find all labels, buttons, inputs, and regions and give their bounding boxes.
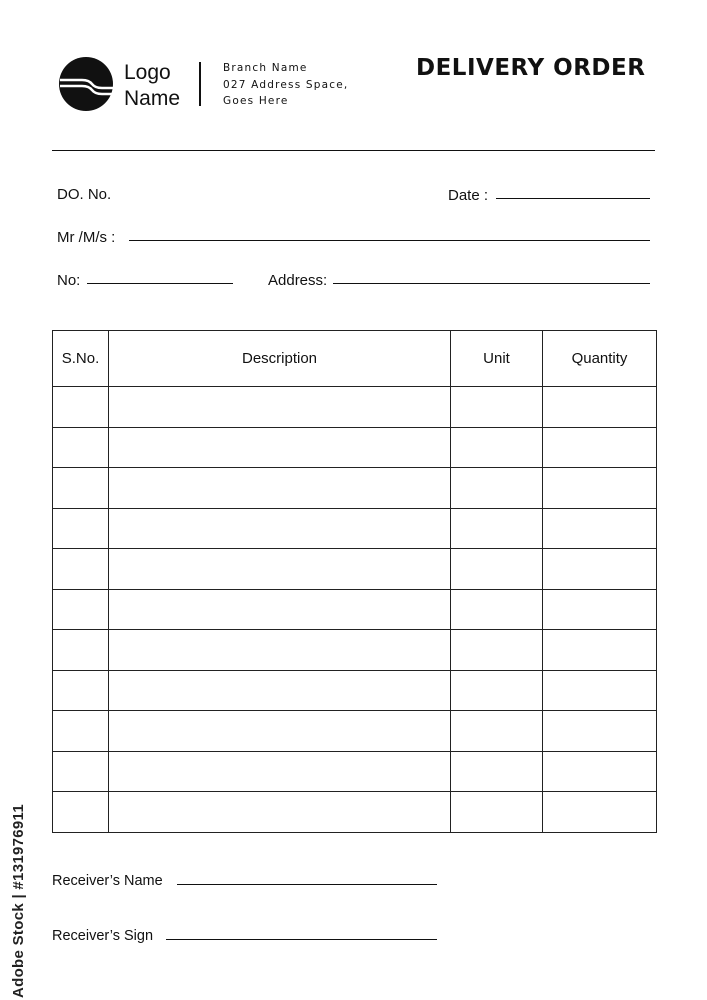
quantity-cell[interactable]: [543, 549, 657, 590]
date-label: Date :: [448, 187, 489, 204]
receiver-sign-field[interactable]: [166, 939, 437, 940]
description-cell[interactable]: [109, 670, 451, 711]
quantity-cell[interactable]: [543, 387, 657, 428]
unit-cell[interactable]: [451, 387, 543, 428]
logo-line-1: Logo: [124, 61, 171, 84]
quantity-cell[interactable]: [543, 508, 657, 549]
branch-name: Branch Name: [223, 62, 308, 74]
sno-cell[interactable]: [53, 549, 109, 590]
header-divider: [199, 62, 201, 106]
description-cell[interactable]: [109, 751, 451, 792]
column-header-description: Description: [109, 331, 451, 387]
unit-cell[interactable]: [451, 549, 543, 590]
document-title: DELIVERY ORDER: [416, 55, 646, 81]
sno-cell[interactable]: [53, 670, 109, 711]
do-no-label: DO. No.: [57, 186, 112, 203]
table-row: [53, 468, 657, 509]
unit-cell[interactable]: [451, 792, 543, 833]
no-field[interactable]: [87, 283, 233, 284]
sno-cell[interactable]: [53, 387, 109, 428]
sno-cell[interactable]: [53, 589, 109, 630]
items-table: [52, 330, 657, 833]
unit-cell[interactable]: [451, 670, 543, 711]
quantity-cell[interactable]: [543, 792, 657, 833]
logo-name: [124, 60, 180, 112]
sno-cell[interactable]: [53, 792, 109, 833]
branch-address-2: Goes Here: [223, 95, 289, 107]
unit-cell[interactable]: [451, 711, 543, 752]
table-row: [53, 508, 657, 549]
stock-watermark: Adobe Stock | #131976911: [10, 803, 27, 998]
quantity-cell[interactable]: [543, 711, 657, 752]
column-header-sno: S.No.: [53, 331, 109, 387]
sno-cell[interactable]: [53, 508, 109, 549]
unit-cell[interactable]: [451, 427, 543, 468]
table-row: [53, 670, 657, 711]
description-cell[interactable]: [109, 630, 451, 671]
column-header-quantity: Quantity: [543, 331, 657, 387]
address-field[interactable]: [333, 283, 650, 284]
table-row: [53, 751, 657, 792]
quantity-cell[interactable]: [543, 427, 657, 468]
date-field[interactable]: [496, 198, 650, 199]
header-rule: [52, 150, 655, 151]
receiver-name-field[interactable]: [177, 884, 437, 885]
sno-cell[interactable]: [53, 427, 109, 468]
sno-cell[interactable]: [53, 751, 109, 792]
description-cell[interactable]: [109, 508, 451, 549]
description-cell[interactable]: [109, 589, 451, 630]
quantity-cell[interactable]: [543, 630, 657, 671]
description-cell[interactable]: [109, 792, 451, 833]
table-body: [53, 387, 657, 833]
description-cell[interactable]: [109, 387, 451, 428]
branch-info: [223, 60, 348, 110]
quantity-cell[interactable]: [543, 468, 657, 509]
unit-cell[interactable]: [451, 589, 543, 630]
table-row: [53, 630, 657, 671]
logo-line-2: Name: [124, 87, 181, 110]
unit-cell[interactable]: [451, 751, 543, 792]
quantity-cell[interactable]: [543, 751, 657, 792]
sno-cell[interactable]: [53, 468, 109, 509]
unit-cell[interactable]: [451, 630, 543, 671]
unit-cell[interactable]: [451, 468, 543, 509]
customer-label: Mr /M/s :: [57, 229, 116, 246]
table-row: [53, 427, 657, 468]
receiver-sign-label: Receiver’s Sign: [52, 928, 154, 944]
table-row: [53, 549, 657, 590]
unit-cell[interactable]: [451, 508, 543, 549]
table-row: [53, 792, 657, 833]
description-cell[interactable]: [109, 711, 451, 752]
column-header-unit: Unit: [451, 331, 543, 387]
table-header-row: [53, 331, 657, 387]
description-cell[interactable]: [109, 427, 451, 468]
sno-cell[interactable]: [53, 630, 109, 671]
no-label: No:: [57, 272, 81, 289]
sno-cell[interactable]: [53, 711, 109, 752]
table-row: [53, 589, 657, 630]
receiver-name-label: Receiver’s Name: [52, 873, 163, 889]
description-cell[interactable]: [109, 549, 451, 590]
logo-icon: [58, 56, 114, 112]
table-row: [53, 711, 657, 752]
branch-address-1: 027 Address Space,: [223, 78, 349, 91]
description-cell[interactable]: [109, 468, 451, 509]
customer-field[interactable]: [129, 240, 650, 241]
quantity-cell[interactable]: [543, 670, 657, 711]
table-row: [53, 387, 657, 428]
quantity-cell[interactable]: [543, 589, 657, 630]
address-label: Address:: [268, 272, 328, 289]
